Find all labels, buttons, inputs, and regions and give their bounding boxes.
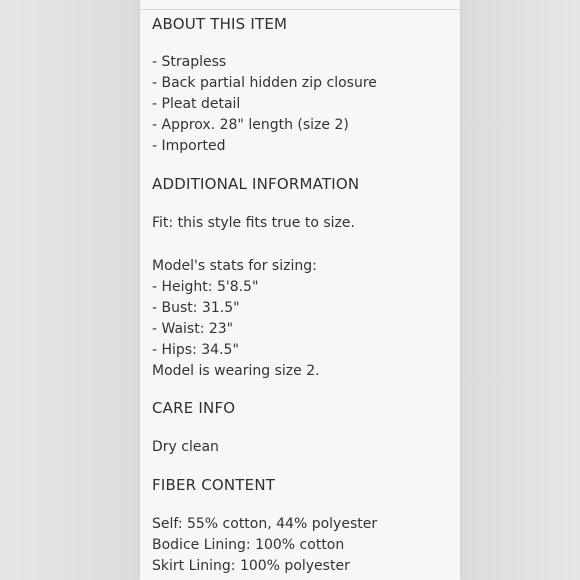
model-stat-waist: - Waist: 23" xyxy=(152,321,234,337)
care-instruction: Dry clean xyxy=(152,439,219,455)
left-background xyxy=(0,0,140,580)
about-item-zip-closure: - Back partial hidden zip closure xyxy=(152,75,377,91)
model-stats-heading: Model's stats for sizing: xyxy=(152,258,317,274)
additional-section-title: ADDITIONAL INFORMATION xyxy=(152,175,360,193)
fiber-self: Self: 55% cotton, 44% polyester xyxy=(152,516,378,532)
product-details-panel xyxy=(140,0,460,580)
top-divider xyxy=(140,9,460,10)
about-item-strapless: - Strapless xyxy=(152,54,227,70)
about-item-length: - Approx. 28" length (size 2) xyxy=(152,117,349,133)
model-stat-bust: - Bust: 31.5" xyxy=(152,300,240,316)
model-size-note: Model is wearing size 2. xyxy=(152,363,320,379)
model-stat-height: - Height: 5'8.5" xyxy=(152,279,259,295)
care-section-title: CARE INFO xyxy=(152,399,236,417)
fit-note: Fit: this style fits true to size. xyxy=(152,215,355,231)
fiber-skirt-lining: Skirt Lining: 100% polyester xyxy=(152,558,350,574)
model-stat-hips: - Hips: 34.5" xyxy=(152,342,239,358)
about-item-pleat: - Pleat detail xyxy=(152,96,241,112)
right-background xyxy=(460,0,580,580)
fiber-section-title: FIBER CONTENT xyxy=(152,476,276,494)
about-section-title: ABOUT THIS ITEM xyxy=(152,15,288,33)
about-item-imported: - Imported xyxy=(152,138,226,154)
fiber-bodice-lining: Bodice Lining: 100% cotton xyxy=(152,537,345,553)
